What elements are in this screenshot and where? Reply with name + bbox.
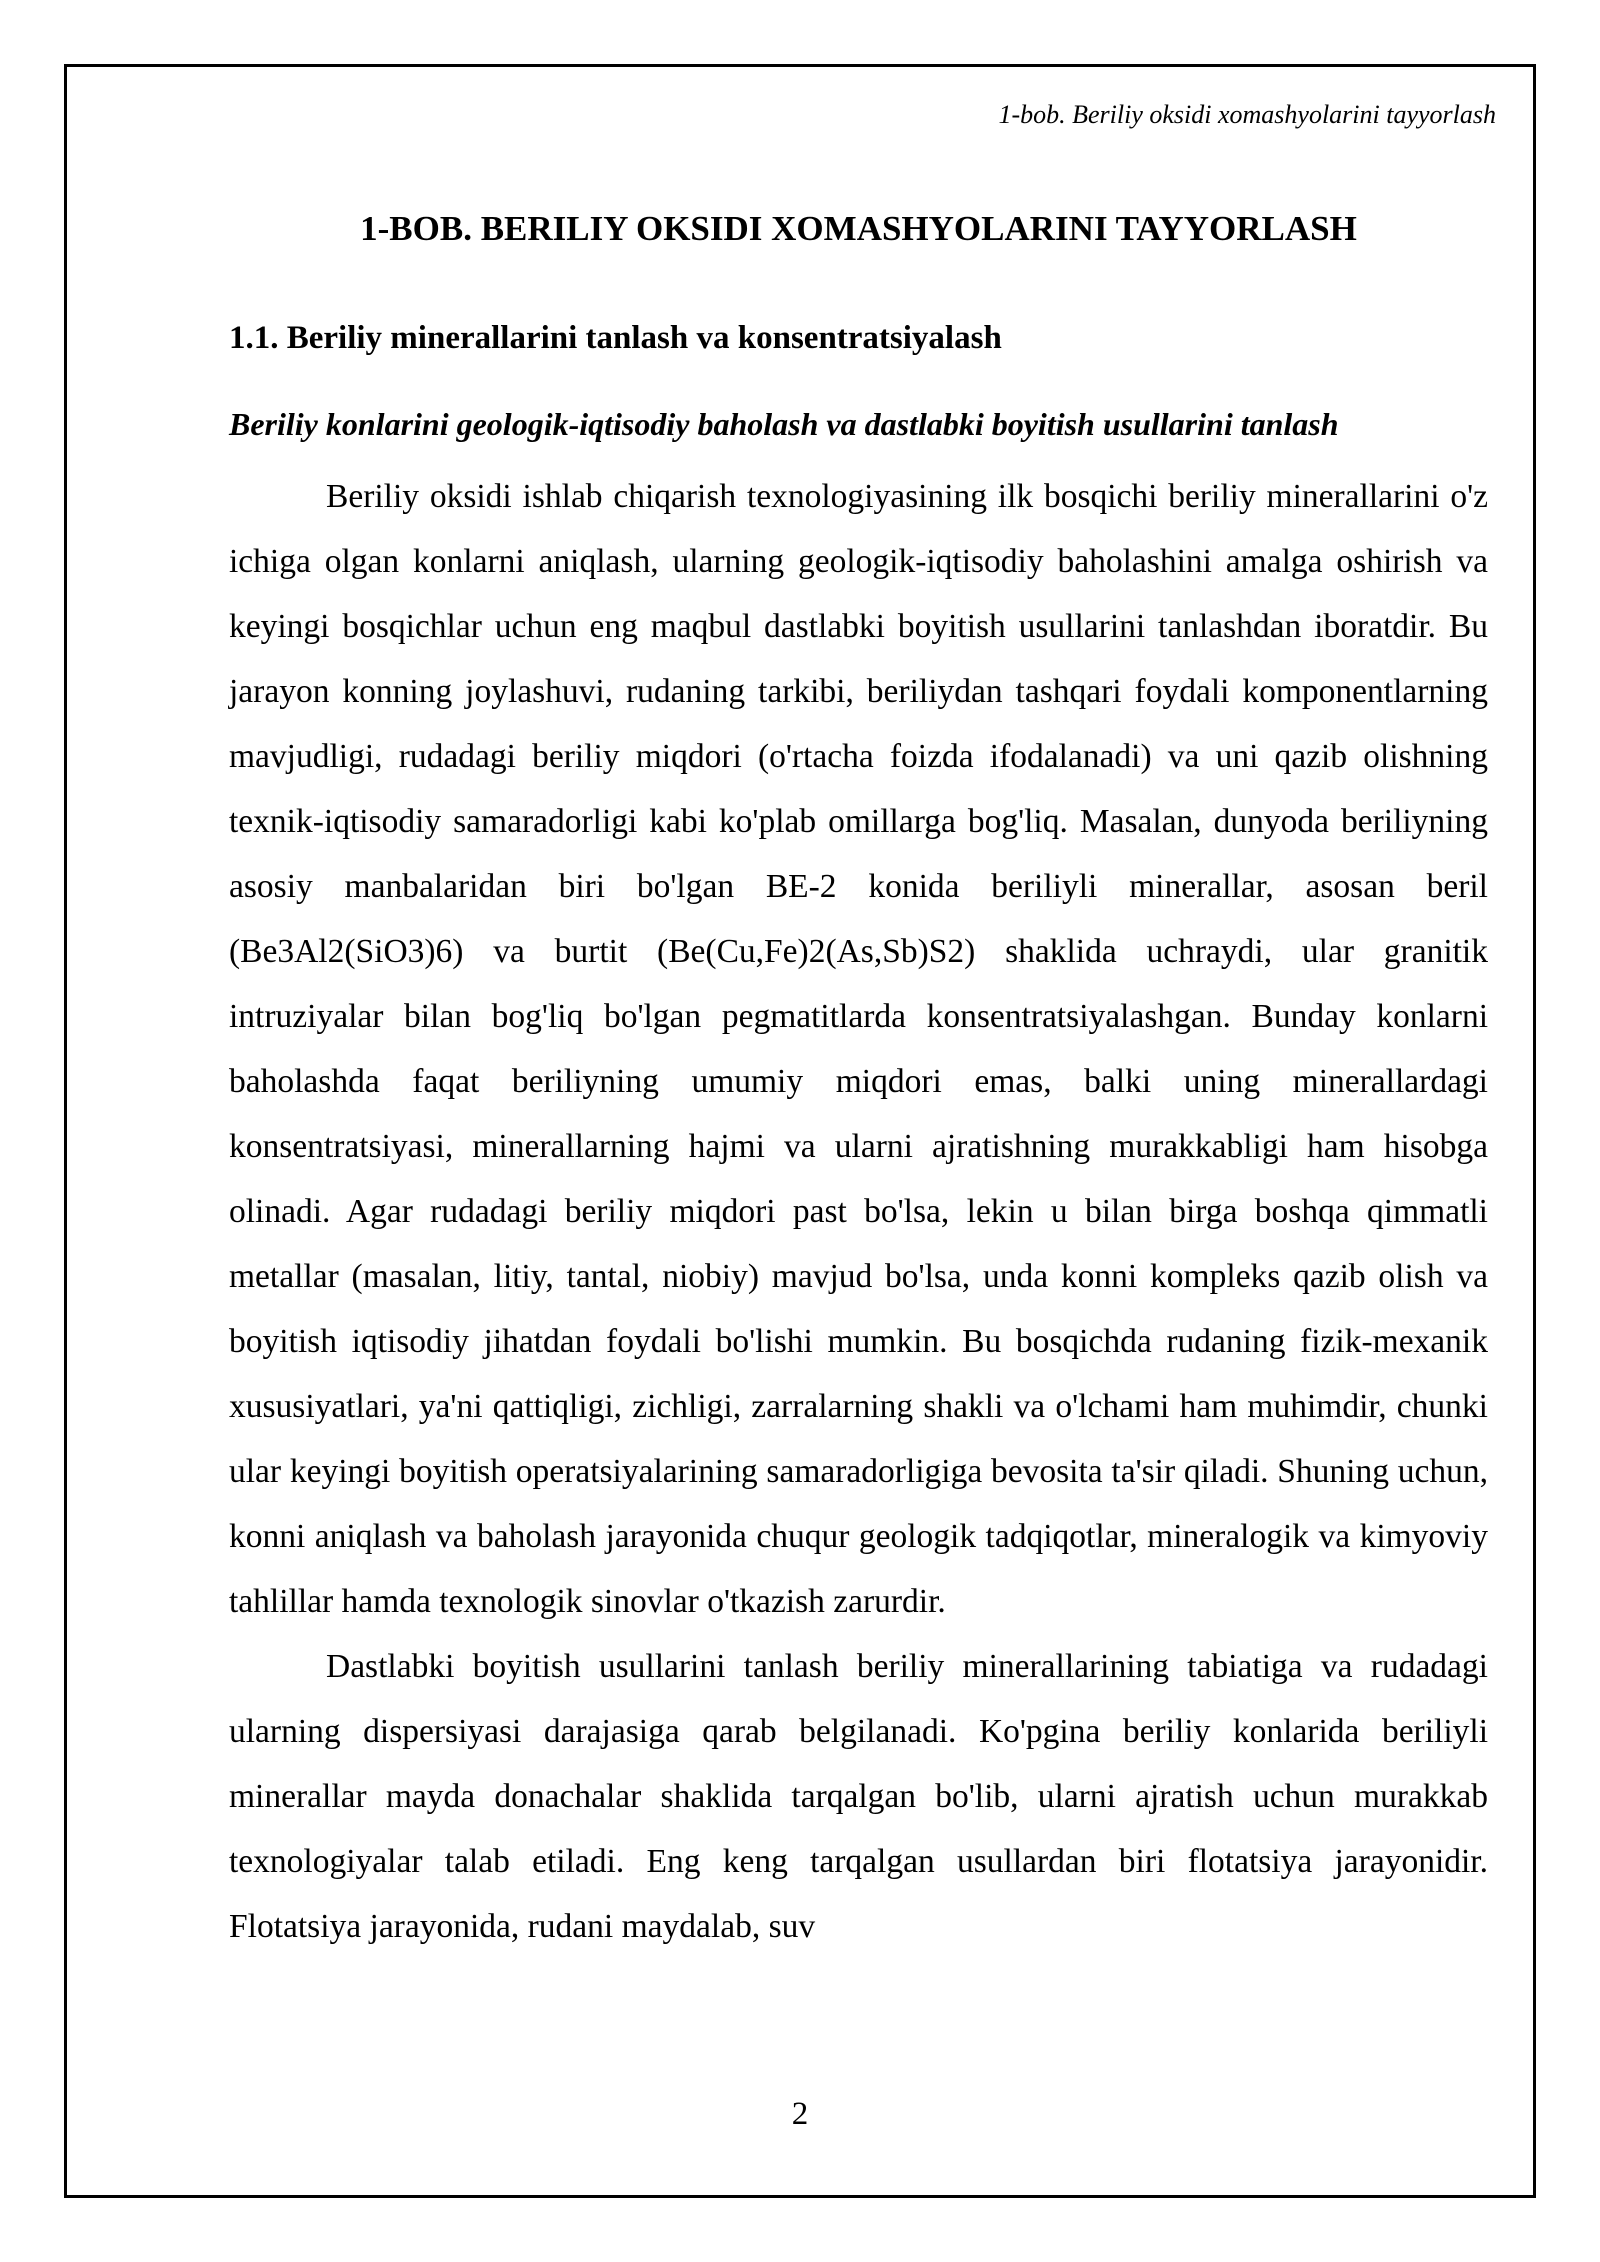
section-heading: 1.1. Beriliy minerallarini tanlash va konsentratsiyalash	[229, 320, 1002, 356]
subsection-heading: Beriliy konlarini geologik-iqtisodiy baholash va dastlabki boyitish usullarini tanlash	[229, 406, 1339, 442]
document-body	[229, 207, 1488, 1959]
page-number: 2	[791, 2096, 809, 2132]
running-header: 1-bob. Beriliy oksidi xomashyolarini tayyorlash	[998, 100, 1496, 129]
chapter-title: 1-BOB. BERILIY OKSIDI XOMASHYOLARINI TAYYORLASH	[360, 209, 1357, 248]
body-paragraph: Beriliy oksidi ishlab chiqarish texnologiyasining ilk bosqichi beriliy minerallarini o'z ichiga olgan konlarni aniqlash, ularning geologik-iqtisodiy baholashini amalga oshirish va keyingi bosqichlar uchun eng maqbul dastlabki boyitish usullarini tanlashdan iboratdir. Bu jarayon konning joylashuvi, rudaning tarkibi, beriliydan tashqari foydali komponentlarning mavjudligi, rudadagi beriliy miqdori (o'rtacha foizda ifodalanadi) va uni qazib olishning texnik-iqtisodiy samaradorligi kabi ko'plab omillarga bog'liq. Masalan, dunyoda beriliyning asosiy manbalaridan biri bo'lgan BE-2 konida beriliyli minerallar, asosan beril (Be3Al2(SiO3)6) va burtit (Be(Cu,Fe)2(As,Sb)S2) shaklida uchraydi, ular granitik intruziyalar bilan bog'liq bo'lgan pegmatitlarda konsentratsiyalashgan. Bunday konlarni baholashda faqat beriliyning umumiy miqdori emas, balki uning minerallardagi konsentratsiyasi, minerallarning hajmi va ularni ajratishning murakkabligi ham hisobga olinadi. Agar rudadagi beriliy miqdori past bo'lsa, lekin u bilan birga boshqa qimmatli metallar (masalan, litiy, tantal, niobiy) mavjud bo'lsa, unda konni kompleks qazib olish va boyitish iqtisodiy jihatdan foydali bo'lishi mumkin. Bu bosqichda rudaning fizik-mexanik xususiyatlari, ya'ni qattiqligi, zichligi, zarralarning shakli va o'lchami ham muhimdir, chunki ular keyingi boyitish operatsiyalarining samaradorligiga bevosita ta'sir qiladi. Shuning uchun, konni aniqlash va baholash jarayonida chuqur geologik tadqiqotlar, mineralogik va kimyoviy tahlillar hamda texnologik sinovlar o'tkazish zarurdir.	[229, 478, 1488, 1620]
body-paragraph: Dastlabki boyitish usullarini tanlash beriliy minerallarining tabiatiga va rudadagi ularning dispersiyasi darajasiga qarab belgilanadi. Ko'pgina beriliy konlarida beriliyli minerallar mayda donachalar shaklida tarqalgan bo'lib, ularni ajratish uchun murakkab texnologiyalar talab etiladi. Eng keng tarqalgan usullardan biri flotatsiya jarayonidir. Flotatsiya jarayonida, rudani maydalab, suv	[229, 1648, 1488, 1945]
